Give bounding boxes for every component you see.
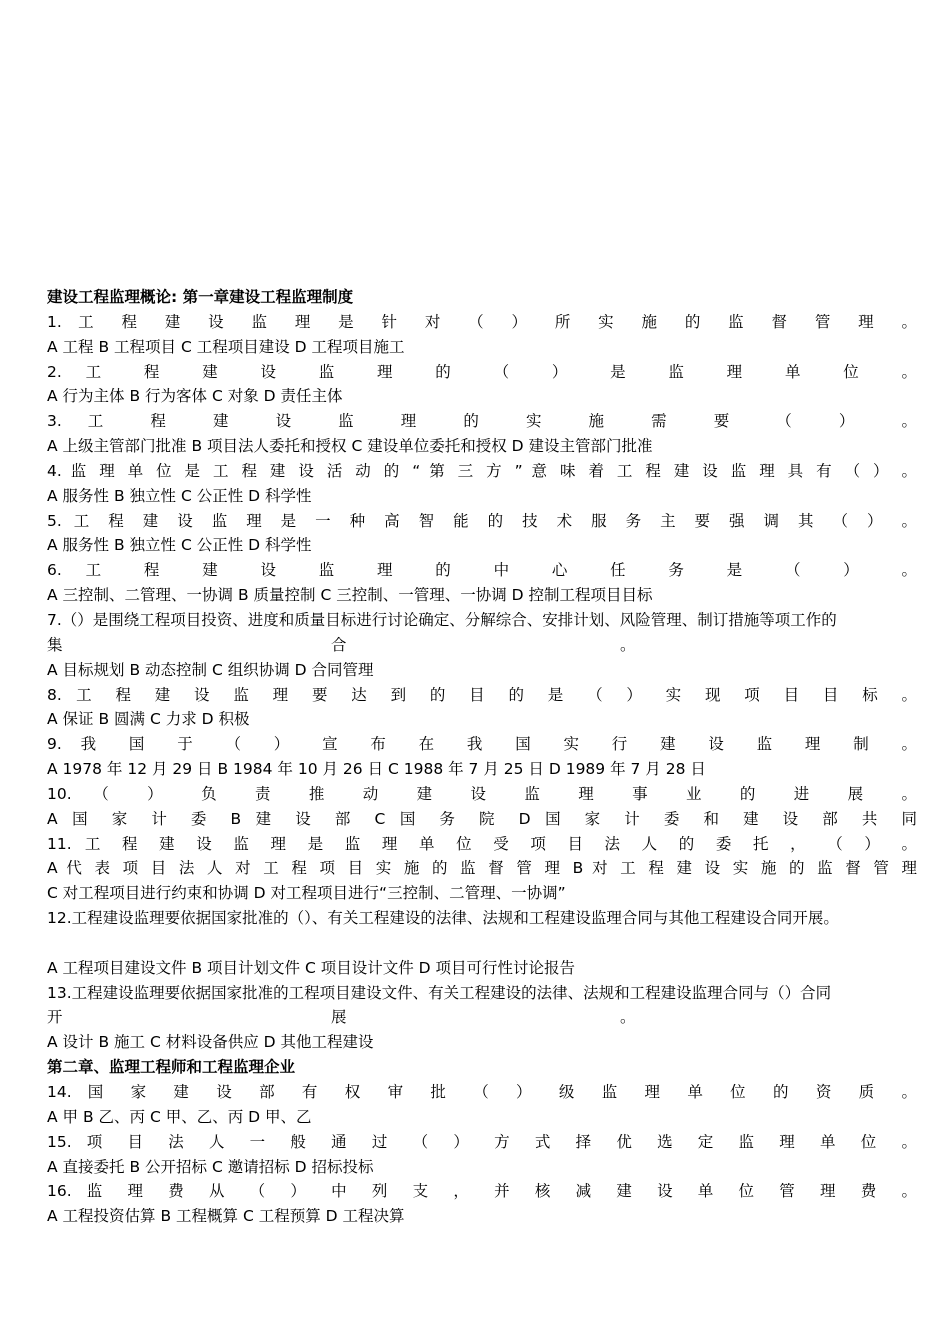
question-12: 12.工程建设监理要依据国家批准的（）、有关工程建设的法律、法规和工程建设监理合同与其他工程建设合同开展。: [47, 909, 839, 928]
question-16: 16. 监 理 费 从 （ ） 中 列 支 ， 并 核 减 建 设 单 位 管 理 费 。: [47, 1182, 917, 1201]
question-10: 10. （ ） 负 责 推 动 建 设 监 理 事 业 的 进 展 。: [47, 784, 917, 803]
options-14: A 甲 B 乙、丙 C 甲、乙、丙 D 甲、乙: [47, 1107, 312, 1126]
options-4: A 服务性 B 独立性 C 公正性 D 科学性: [47, 486, 312, 505]
question-13-word1: 开: [47, 1008, 63, 1027]
question-7: [47, 608, 917, 658]
question-1: 1. 工 程 建 设 监 理 是 针 对 （ ） 所 实 施 的 监 督 管 理 。: [47, 312, 917, 331]
options-1: A 工程 B 工程项目 C 工程项目建设 D 工程项目施工: [47, 337, 405, 356]
question-2: 2. 工 程 建 设 监 理 的 （ ） 是 监 理 单 位 。: [47, 362, 917, 381]
question-5: 5. 工 程 建 设 监 理 是 一 种 高 智 能 的 技 术 服 务 主 要 强 调 其 （ ） 。: [47, 511, 917, 530]
question-3: 3. 工 程 建 设 监 理 的 实 施 需 要 （ ） 。: [47, 412, 917, 431]
options-3: A 上级主管部门批准 B 项目法人委托和授权 C 建设单位委托和授权 D 建设主管部门批准: [47, 437, 653, 456]
options-7: A 目标规划 B 动态控制 C 组织协调 D 合同管理: [47, 660, 374, 679]
options-11-line1: A 代 表 项 目 法 人 对 工 程 项 目 实 施 的 监 督 管 理 B 对 工 程 建 设 实 施 的 监 督 管 理: [47, 859, 917, 878]
question-13-word2: 展: [331, 1008, 347, 1027]
options-5: A 服务性 B 独立性 C 公正性 D 科学性: [47, 536, 312, 555]
question-7-word2: 合: [331, 635, 347, 654]
question-7-line2: [47, 633, 917, 658]
question-7-word1: 集: [47, 635, 63, 654]
options-13: A 设计 B 施工 C 材料设备供应 D 其他工程建设: [47, 1033, 374, 1052]
options-9: A 1978 年 12 月 29 日 B 1984 年 10 月 26 日 C 1988 年 7 月 25 日 D 1989 年 7 月 28 日: [47, 760, 706, 779]
options-15: A 直接委托 B 公开招标 C 邀请招标 D 招标投标: [47, 1157, 374, 1176]
options-12: A 工程项目建设文件 B 项目计划文件 C 项目设计文件 D 项目可行性讨论报告: [47, 958, 575, 977]
options-16: A 工程投资估算 B 工程概算 C 工程预算 D 工程决算: [47, 1207, 405, 1226]
options-8: A 保证 B 圆满 C 力求 D 积极: [47, 710, 250, 729]
question-11: 11. 工 程 建 设 监 理 是 监 理 单 位 受 项 目 法 人 的 委 托 ， （ ） 。: [47, 834, 917, 853]
chapter2-title: 第二章、监理工程师和工程监理企业: [47, 1058, 296, 1077]
options-6: A 三控制、二管理、一协调 B 质量控制 C 三控制、一管理、一协调 D 控制工程项目目标: [47, 586, 653, 605]
document-page: [47, 285, 917, 1229]
question-4: 4. 监 理 单 位 是 工 程 建 设 活 动 的 “ 第 三 方 ” 意 味 着 工 程 建 设 监 理 具 有 （ ） 。: [47, 461, 917, 480]
question-6: 6. 工 程 建 设 监 理 的 中 心 任 务 是 （ ） 。: [47, 561, 917, 580]
question-14: 14. 国 家 建 设 部 有 权 审 批 （ ） 级 监 理 单 位 的 资 质 。: [47, 1083, 917, 1101]
question-15: 15. 项 目 法 人 一 般 通 过 （ ） 方 式 择 优 选 定 监 理 单 位 。: [47, 1132, 917, 1151]
question-13-line1: 13.工程建设监理要依据国家批准的工程项目建设文件、有关工程建设的法律、法规和工程建设监理合同与（）合同: [47, 983, 832, 1002]
question-13-line2: [47, 1005, 917, 1030]
question-13-end: 。: [620, 1008, 636, 1027]
options-2: A 行为主体 B 行为客体 C 对象 D 责任主体: [47, 387, 343, 406]
chapter1-title: 建设工程监理概论: 第一章建设工程监理制度: [47, 288, 354, 306]
options-10: A 国 家 计 委 B 建 设 部 C 国 务 院 D 国 家 计 委 和 建 设 部 共 同: [47, 809, 917, 828]
options-11-line2: C 对工程项目进行约束和协调 D 对工程项目进行“三控制、二管理、一协调”: [47, 884, 566, 903]
question-8: 8. 工 程 建 设 监 理 要 达 到 的 目 的 是 （ ） 实 现 项 目 目 标 。: [47, 685, 917, 704]
question-9: 9. 我 国 于 （ ） 宣 布 在 我 国 实 行 建 设 监 理 制 。: [47, 735, 917, 754]
question-7-line1: 7.（）是围绕工程项目投资、进度和质量目标进行讨论确定、分解综合、安排计划、风险管理、制订措施等项工作的: [47, 610, 837, 629]
question-7-end: 。: [620, 635, 636, 654]
blank-line: [47, 931, 917, 956]
question-13: [47, 981, 917, 1031]
